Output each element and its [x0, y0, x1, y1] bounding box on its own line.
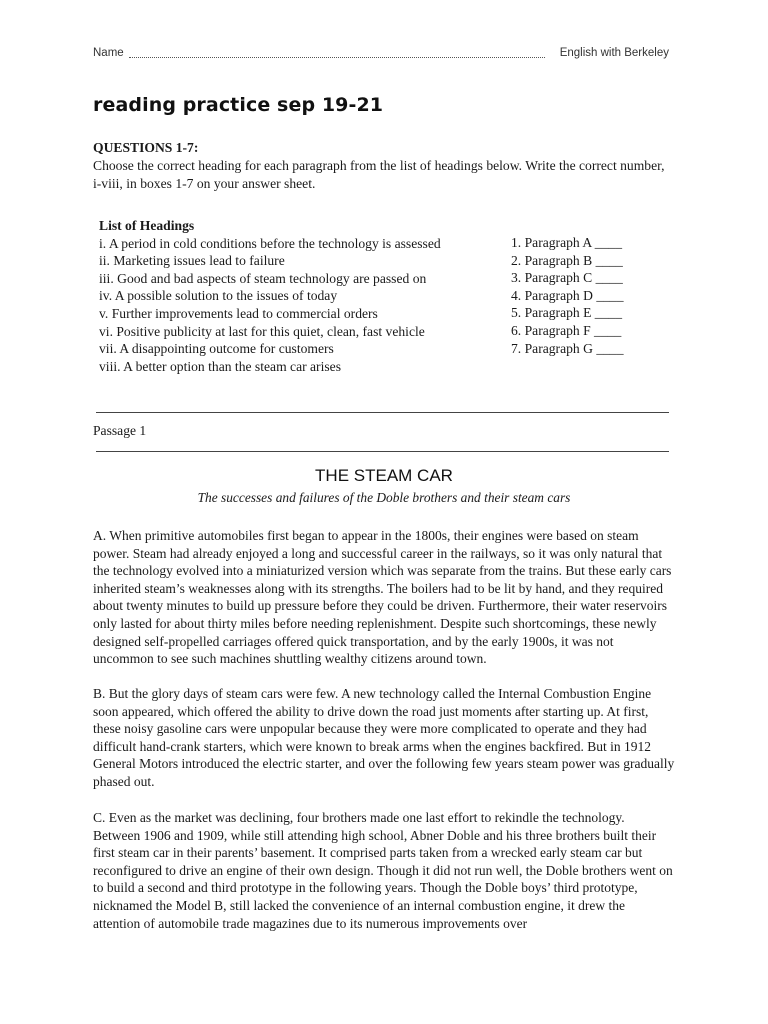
paragraph-answer-blank[interactable]: 3. Paragraph C ____	[511, 270, 623, 286]
paragraph-answer-blank[interactable]: 5. Paragraph E ____	[511, 305, 622, 321]
paragraph-answer-blank[interactable]: 4. Paragraph D ____	[511, 287, 624, 303]
page-title: reading practice sep 19-21	[93, 94, 384, 116]
paragraph-a: A. When primitive automobiles first began to appear in the 1800s, their engines were based on steam power. Steam had already enjoyed a long and successful career in the railways, so it was only natural that the technology evolved into a miniaturized version which was separate from the trains. But these early cars inherited steam’s weaknesses along with its strengths. The boilers had to be lit by hand, and they required about twenty minutes to build up pressure before they could be driven. Furthermore, their water reservoirs only lasted for about thirty miles before needing replenishment. Despite such shortcomings, these newly designed self-propelled carriages offered quick transportation, and by the early 1900s, it was not uncommon to see such machines shuttling wealthy citizens around town.	[93, 528, 672, 667]
page-header	[93, 47, 669, 63]
paragraph-answer-list	[511, 234, 624, 357]
heading-item: vii. A disappointing outcome for customers	[99, 341, 334, 357]
paragraph-c: C. Even as the market was declining, four brothers made one last effort to rekindle the technology. Between 1906 and 1909, while still attending high school, Abner Doble and his three brothers built their first steam car in their parents’ basement. It comprised parts taken from a wrecked early steam car but reconfigured to drive an engine of their own design. Though it did not run well, the Doble brothers went on to build a second and third prototype in the following years. Though the Doble boys’ third prototype, nicknamed the Model B, still lacked the convenience of an internal combustion engine, it drew the attention of automobile trade magazines due to its numerous improvements over	[93, 810, 673, 931]
name-fill-line	[129, 57, 545, 58]
divider-top	[96, 412, 669, 413]
paragraph-answer-blank[interactable]: 2. Paragraph B ____	[511, 252, 623, 268]
heading-item: ii. Marketing issues lead to failure	[99, 253, 285, 269]
brand-label: English with Berkeley	[559, 47, 669, 59]
article-title: THE STEAM CAR	[315, 466, 453, 485]
list-of-headings-label: List of Headings	[99, 218, 195, 233]
questions-heading: QUESTIONS 1-7:	[93, 140, 199, 155]
heading-item: v. Further improvements lead to commercial orders	[99, 305, 378, 321]
passage-label: Passage 1	[93, 423, 147, 438]
article-subtitle: The successes and failures of the Doble brothers and their steam cars	[197, 490, 571, 505]
heading-item: iv. A possible solution to the issues of today	[99, 288, 338, 304]
heading-item: viii. A better option than the steam car arises	[99, 358, 341, 374]
heading-item: vi. Positive publicity at last for this quiet, clean, fast vehicle	[99, 323, 425, 339]
paragraph-b: B. But the glory days of steam cars were few. A new technology called the Internal Combustion Engine soon appeared, which offered the ability to drive down the road just moments after starting up. At first, these noisy gasoline cars were unpopular because they were more complicated to operate and they had difficult hand-crank starters, which were known to break arms when the engines backfired. But in 1912 General Motors introduced the electric starter, and over the following few years steam power was gradually phased out.	[93, 686, 675, 789]
divider-bottom	[96, 451, 669, 452]
heading-item: iii. Good and bad aspects of steam technology are passed on	[99, 270, 427, 286]
heading-item: i. A period in cold conditions before the technology is assessed	[99, 235, 441, 251]
list-of-headings	[99, 217, 499, 375]
paragraph-answer-blank[interactable]: 1. Paragraph A ____	[511, 235, 622, 250]
paragraph-answer-blank[interactable]: 7. Paragraph G ____	[511, 340, 624, 356]
name-label: Name	[93, 47, 124, 59]
paragraph-answer-blank[interactable]: 6. Paragraph F ____	[511, 322, 622, 338]
questions-instruction: Choose the correct heading for each paragraph from the list of headings below. Write the correct number, i-viii, in boxes 1-7 on your answer sheet.	[93, 158, 665, 191]
